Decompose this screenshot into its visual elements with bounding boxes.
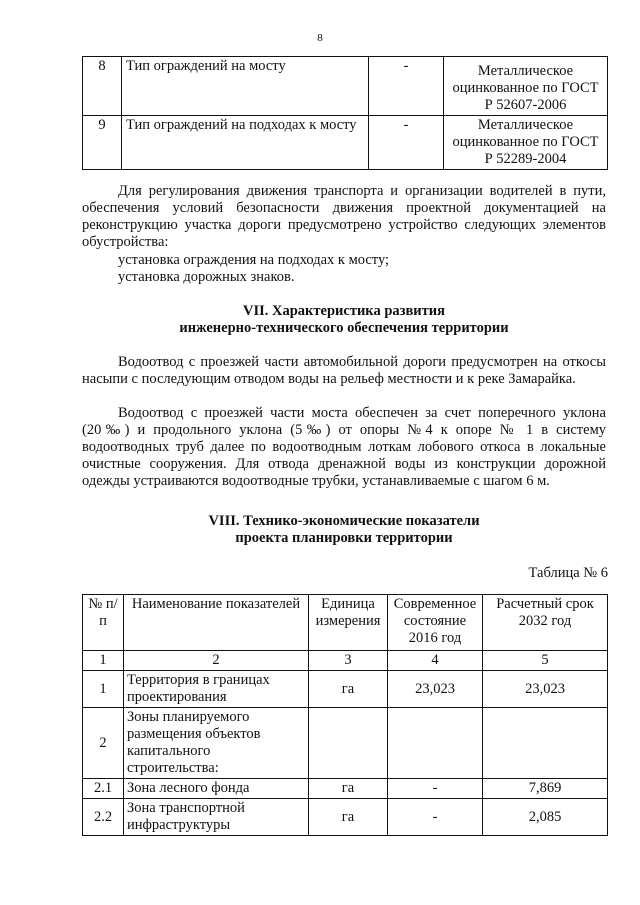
table-row — [83, 779, 608, 799]
row-value: Металлическое оцинкованное по ГОСТ Р 52289-2004 — [444, 116, 608, 170]
header-future: Расчетный срок 2032 год — [483, 595, 608, 651]
section-7-paragraph-2: Водоотвод с проезжей части моста обеспечен за счет поперечного уклона (20‰) и продольного уклона (5‰) от опоры №4 к опоре № 1 в систему водоотводных труб далее по водоотводным лоткам лобового откоса в локальные очистные сооружения. Для отвода дренажной воды из конструкции дорожной одежды устраиваются водоотводные трубки, устанавливаемые с шагом 6 м. — [82, 405, 606, 489]
cell-unit: га — [309, 779, 388, 799]
cell-name: Зона транспортной инфраструктуры — [124, 799, 309, 836]
row-name: Тип ограждений на подходах к мосту — [122, 116, 369, 170]
table-caption: Таблица № 6 — [528, 565, 608, 581]
cell-unit: га — [309, 799, 388, 836]
cell-number: 2.1 — [83, 779, 124, 799]
column-number: 1 — [83, 651, 124, 671]
page-number: 8 — [317, 32, 323, 44]
header-name: Наименование показателей — [124, 595, 309, 651]
section-7-title-line1: VII. Характеристика развития — [243, 303, 445, 319]
cell-number: 2.2 — [83, 799, 124, 836]
cell-future: 7,869 — [483, 779, 608, 799]
cell-name: Зоны планируемого размещения объектов капитального строительства: — [124, 708, 309, 779]
table-row — [83, 799, 608, 836]
section-7-paragraph-1: Водоотвод с проезжей части автомобильной дороги предусмотрен на откосы насыпи с последующим отводом воды на рельеф местности и к реке Замарайка. — [82, 354, 606, 387]
list-item: установка ограждения на подходах к мосту; — [118, 252, 390, 268]
header-unit: Единица измерения — [309, 595, 388, 651]
intro-paragraph: Для регулирования движения транспорта и организации водителей в пути, обеспечения условий безопасности движения проектной документацией на реконструкцию участка дороги предусмотрено устройство следующих элементов обустройства: — [82, 183, 606, 250]
row-dash: - — [369, 57, 444, 116]
list-item: установка дорожных знаков. — [118, 269, 295, 285]
column-number: 3 — [309, 651, 388, 671]
column-number: 4 — [388, 651, 483, 671]
cell-future: 23,023 — [483, 671, 608, 708]
section-8-title-line2: проекта планировки территории — [235, 530, 453, 546]
column-number: 5 — [483, 651, 608, 671]
cell-future — [483, 708, 608, 779]
row-dash: - — [369, 116, 444, 170]
table-row — [83, 708, 608, 779]
cell-current — [388, 708, 483, 779]
section-8-title-line1: VIII. Технико-экономические показатели — [208, 513, 480, 529]
table-row — [83, 671, 608, 708]
row-number: 8 — [83, 57, 122, 116]
top-table — [82, 56, 608, 170]
column-number: 2 — [124, 651, 309, 671]
header-current: Современное состояние 2016 год — [388, 595, 483, 651]
table-row — [83, 57, 608, 116]
intro-list — [118, 252, 389, 286]
column-number-row — [83, 651, 608, 671]
cell-current: - — [388, 799, 483, 836]
cell-unit: га — [309, 671, 388, 708]
section-8-heading — [82, 513, 606, 547]
header-number: № п/п — [83, 595, 124, 651]
cell-number: 2 — [83, 708, 124, 779]
table-header-row — [83, 595, 608, 651]
cell-unit — [309, 708, 388, 779]
cell-name: Зона лесного фонда — [124, 779, 309, 799]
section-7-heading — [82, 303, 606, 337]
indicators-table — [82, 594, 608, 836]
cell-number: 1 — [83, 671, 124, 708]
cell-name: Территория в границах проектирования — [124, 671, 309, 708]
cell-future: 2,085 — [483, 799, 608, 836]
cell-current: 23,023 — [388, 671, 483, 708]
row-number: 9 — [83, 116, 122, 170]
cell-current: - — [388, 779, 483, 799]
section-7-title-line2: инженерно-технического обеспечения территории — [179, 320, 509, 336]
row-value: Металлическое оцинкованное по ГОСТ Р 52607-2006 — [444, 57, 608, 116]
table-row — [83, 116, 608, 170]
row-name: Тип ограждений на мосту — [122, 57, 369, 116]
